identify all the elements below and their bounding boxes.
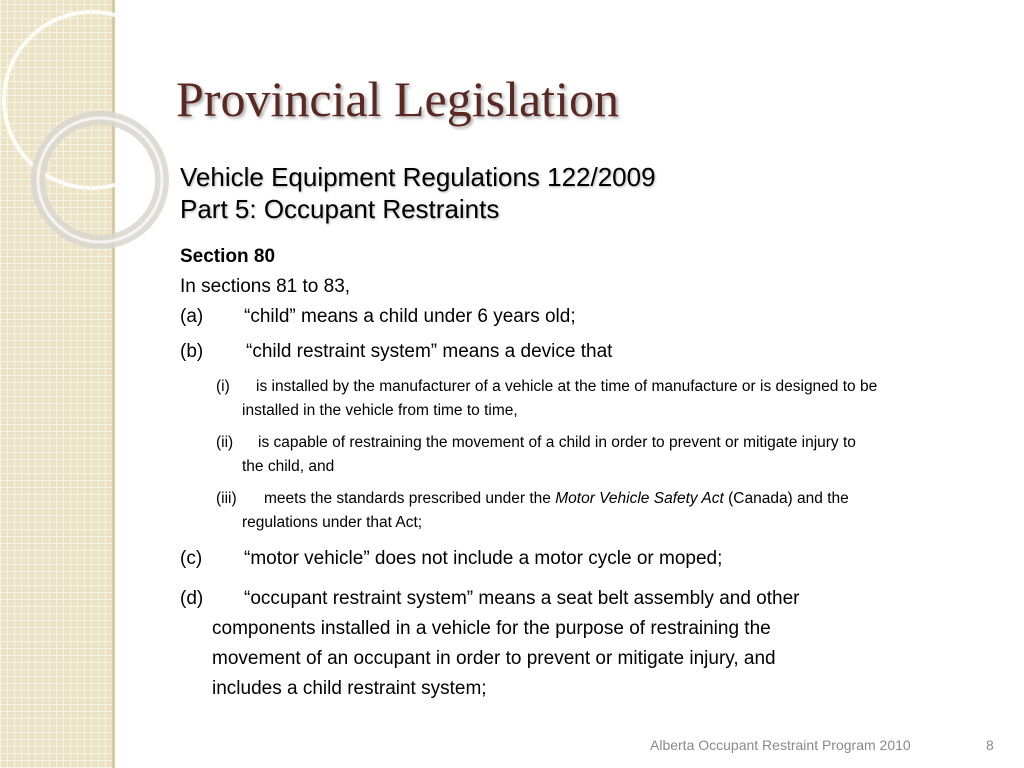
definition-a [180, 306, 576, 328]
definition-b-text: “child restraint system” means a device that [246, 341, 613, 362]
subtitle-line-1: Vehicle Equipment Regulations 122/2009 [180, 162, 656, 192]
definition-c [180, 548, 722, 570]
item-b-i-line1 [216, 378, 877, 396]
marker-b-ii: (ii) [216, 434, 234, 451]
marker-d: (d) [180, 588, 204, 609]
marker-a: (a) [180, 306, 204, 327]
subtitle-line-2: Part 5: Occupant Restraints [180, 194, 500, 224]
intro-line: In sections 81 to 83, [180, 276, 351, 297]
item-b-ii-text1: is capable of restraining the movement of a child in order to prevent or mitigate injury to [258, 434, 856, 451]
item-b-iii-line1 [216, 490, 849, 508]
definition-b [180, 341, 612, 363]
item-b-iii-post: (Canada) and the [723, 490, 849, 507]
footer-text: Alberta Occupant Restraint Program 2010 [650, 737, 911, 753]
definition-d-line4: includes a child restraint system; [212, 678, 487, 699]
definition-d-text1: “occupant restraint system” means a seat belt assembly and other [244, 588, 800, 609]
decorative-circles [0, 0, 180, 260]
marker-b: (b) [180, 341, 204, 362]
item-b-i-line2: installed in the vehicle from time to time, [242, 402, 518, 419]
page-number: 8 [986, 737, 994, 753]
marker-b-iii: (iii) [216, 490, 237, 507]
item-b-ii-line1 [216, 434, 856, 452]
item-b-ii-line2: the child, and [242, 458, 335, 475]
item-b-iii-line2: regulations under that Act; [242, 514, 423, 531]
definition-a-text: “child” means a child under 6 years old; [244, 306, 576, 327]
definition-c-text: “motor vehicle” does not include a motor cycle or moped; [244, 548, 723, 569]
definition-d-line3: movement of an occupant in order to prevent or mitigate injury, and [212, 648, 776, 669]
act-name: Motor Vehicle Safety Act [555, 490, 724, 507]
section-heading: Section 80 [180, 246, 276, 267]
item-b-iii-pre: meets the standards prescribed under the [264, 490, 556, 507]
item-b-i-text1: is installed by the manufacturer of a vehicle at the time of manufacture or is designed to be [256, 378, 878, 395]
marker-c: (c) [180, 548, 203, 569]
definition-d-line1 [180, 588, 799, 610]
marker-b-i: (i) [216, 378, 230, 395]
definition-d-line2: components installed in a vehicle for the purpose of restraining the [212, 618, 771, 639]
slide-title: Provincial Legislation [176, 71, 619, 127]
